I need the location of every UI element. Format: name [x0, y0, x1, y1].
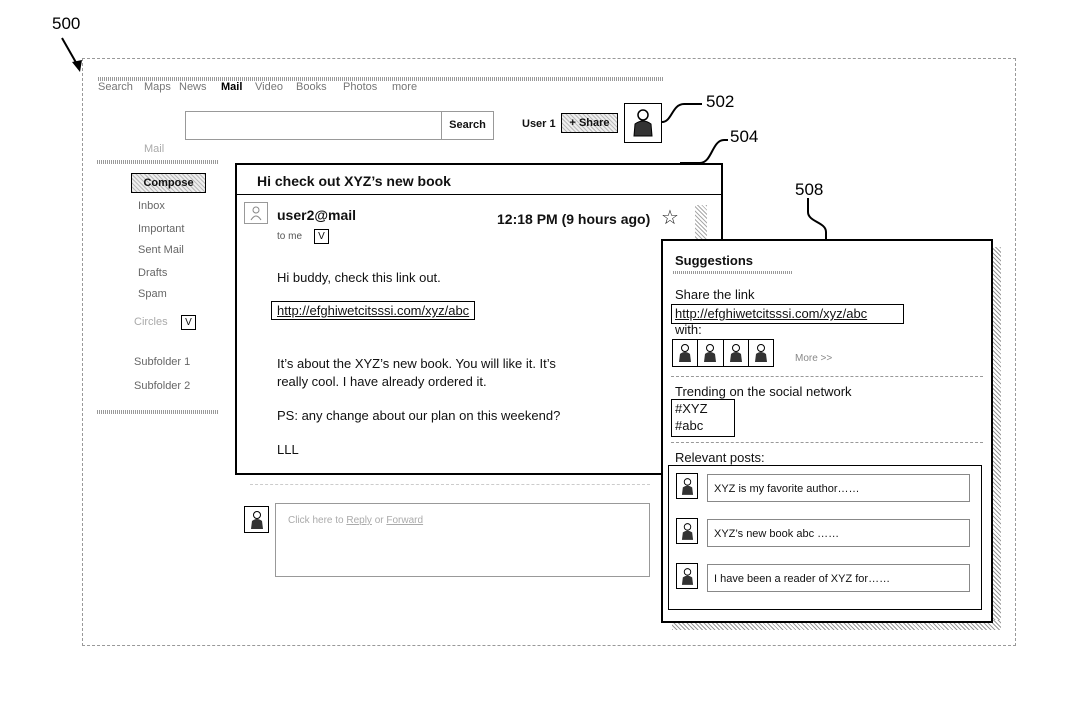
sidebar-item-inbox[interactable]: Inbox [138, 200, 165, 212]
contact-person-icon[interactable] [724, 340, 749, 366]
sender-name: user2@mail [277, 207, 357, 223]
more-contacts-link[interactable]: More >> [795, 353, 833, 364]
search-input[interactable] [185, 111, 443, 140]
sidebar-item-sent[interactable]: Sent Mail [138, 244, 184, 256]
figure-ref-500: 500 [52, 14, 81, 33]
email-signature: LLL [277, 442, 299, 457]
reply-avatar [244, 506, 269, 533]
sidebar-title: Mail [144, 143, 165, 155]
person-icon [703, 343, 717, 363]
email-body-line4: PS: any change about our plan on this weekend? [277, 408, 561, 423]
person-outline-icon [249, 205, 263, 221]
ref-508: 508 [795, 180, 824, 199]
circles-toggle[interactable]: V [181, 315, 196, 330]
suggestions-divider-2 [671, 442, 983, 444]
person-icon [754, 343, 768, 363]
search-button[interactable]: Search [441, 111, 494, 140]
email-panel [235, 163, 723, 475]
nav-maps[interactable]: Maps [144, 81, 171, 93]
reply-prompt-prefix: Click here to [288, 515, 347, 526]
user-avatar[interactable] [624, 103, 662, 143]
share-button[interactable]: + Share [561, 113, 618, 133]
email-body-line1: Hi buddy, check this link out. [277, 270, 441, 285]
share-contacts[interactable] [672, 339, 774, 367]
sidebar-subfolder-2[interactable]: Subfolder 2 [134, 380, 191, 392]
sidebar-hatch-top [97, 160, 219, 164]
sidebar-circles[interactable]: Circles [134, 316, 168, 328]
reply-box[interactable] [275, 503, 650, 577]
compose-button[interactable]: Compose [131, 173, 206, 193]
reply-link[interactable]: Reply [346, 515, 372, 526]
email-body-line2: It’s about the XYZ’s new book. You will like it. It’s [277, 356, 556, 371]
sidebar-item-drafts[interactable]: Drafts [138, 267, 168, 279]
suggestions-title-hatch [673, 271, 793, 274]
nav-mail[interactable]: Mail [221, 81, 243, 93]
email-body-line3: really cool. I have already ordered it. [277, 374, 487, 389]
contact-person-icon[interactable] [749, 340, 773, 366]
trending-label: Trending on the social network [675, 384, 852, 399]
suggestions-divider-1 [671, 376, 983, 378]
person-icon [632, 108, 654, 138]
contact-person-icon[interactable] [698, 340, 723, 366]
star-icon[interactable]: ☆ [661, 207, 679, 229]
nav-news[interactable]: News [179, 81, 207, 93]
user-name: User 1 [522, 118, 556, 130]
nav-search[interactable]: Search [98, 81, 133, 93]
email-divider [237, 194, 721, 195]
post-avatar [676, 473, 698, 499]
relevant-post[interactable]: XYZ’s new book abc …… [707, 519, 970, 547]
nav-more[interactable]: more [392, 81, 418, 93]
sidebar-subfolder-1[interactable]: Subfolder 1 [134, 356, 191, 368]
share-link-label: Share the link [675, 287, 755, 302]
ref-502: 502 [706, 92, 735, 111]
sidebar-item-important[interactable]: Important [138, 223, 185, 235]
recipient-label: to me [277, 231, 303, 242]
suggestion-link[interactable]: http://efghiwetcitsssi.com/xyz/abc [671, 304, 904, 324]
contact-person-icon[interactable] [673, 340, 698, 366]
relevant-post[interactable]: I have been a reader of XYZ for…… [707, 564, 970, 592]
person-icon [678, 343, 692, 363]
ref-504: 504 [730, 127, 759, 146]
email-subject: Hi check out XYZ’s new book [257, 173, 451, 189]
forward-link[interactable]: Forward [386, 515, 424, 526]
nav-books[interactable]: Books [296, 81, 327, 93]
person-icon [681, 477, 694, 496]
post-avatar [676, 563, 698, 589]
person-icon [729, 343, 743, 363]
sidebar-hatch-bottom [97, 410, 219, 414]
email-link[interactable]: http://efghiwetcitsssi.com/xyz/abc [271, 301, 475, 320]
person-icon [681, 567, 694, 586]
share-with-label: with: [675, 322, 702, 337]
trending-tags [671, 399, 735, 437]
recipient-toggle[interactable]: V [314, 229, 329, 244]
email-timestamp: 12:18 PM (9 hours ago) [497, 211, 651, 227]
post-avatar [676, 518, 698, 544]
nav-photos[interactable]: Photos [343, 81, 378, 93]
sidebar-item-spam[interactable]: Spam [138, 288, 167, 300]
reply-prompt [288, 515, 423, 526]
relevant-post[interactable]: XYZ is my favorite author…… [707, 474, 970, 502]
reply-or: or [371, 515, 387, 526]
sender-avatar [244, 202, 268, 224]
person-icon [250, 510, 264, 530]
nav-video[interactable]: Video [255, 81, 283, 93]
trending-tag[interactable]: #abc [675, 418, 704, 433]
trending-tag[interactable]: #XYZ [675, 401, 708, 416]
suggestions-title: Suggestions [675, 253, 754, 268]
person-icon [681, 522, 694, 541]
relevant-posts-label: Relevant posts: [675, 450, 765, 465]
thread-separator [250, 484, 650, 486]
